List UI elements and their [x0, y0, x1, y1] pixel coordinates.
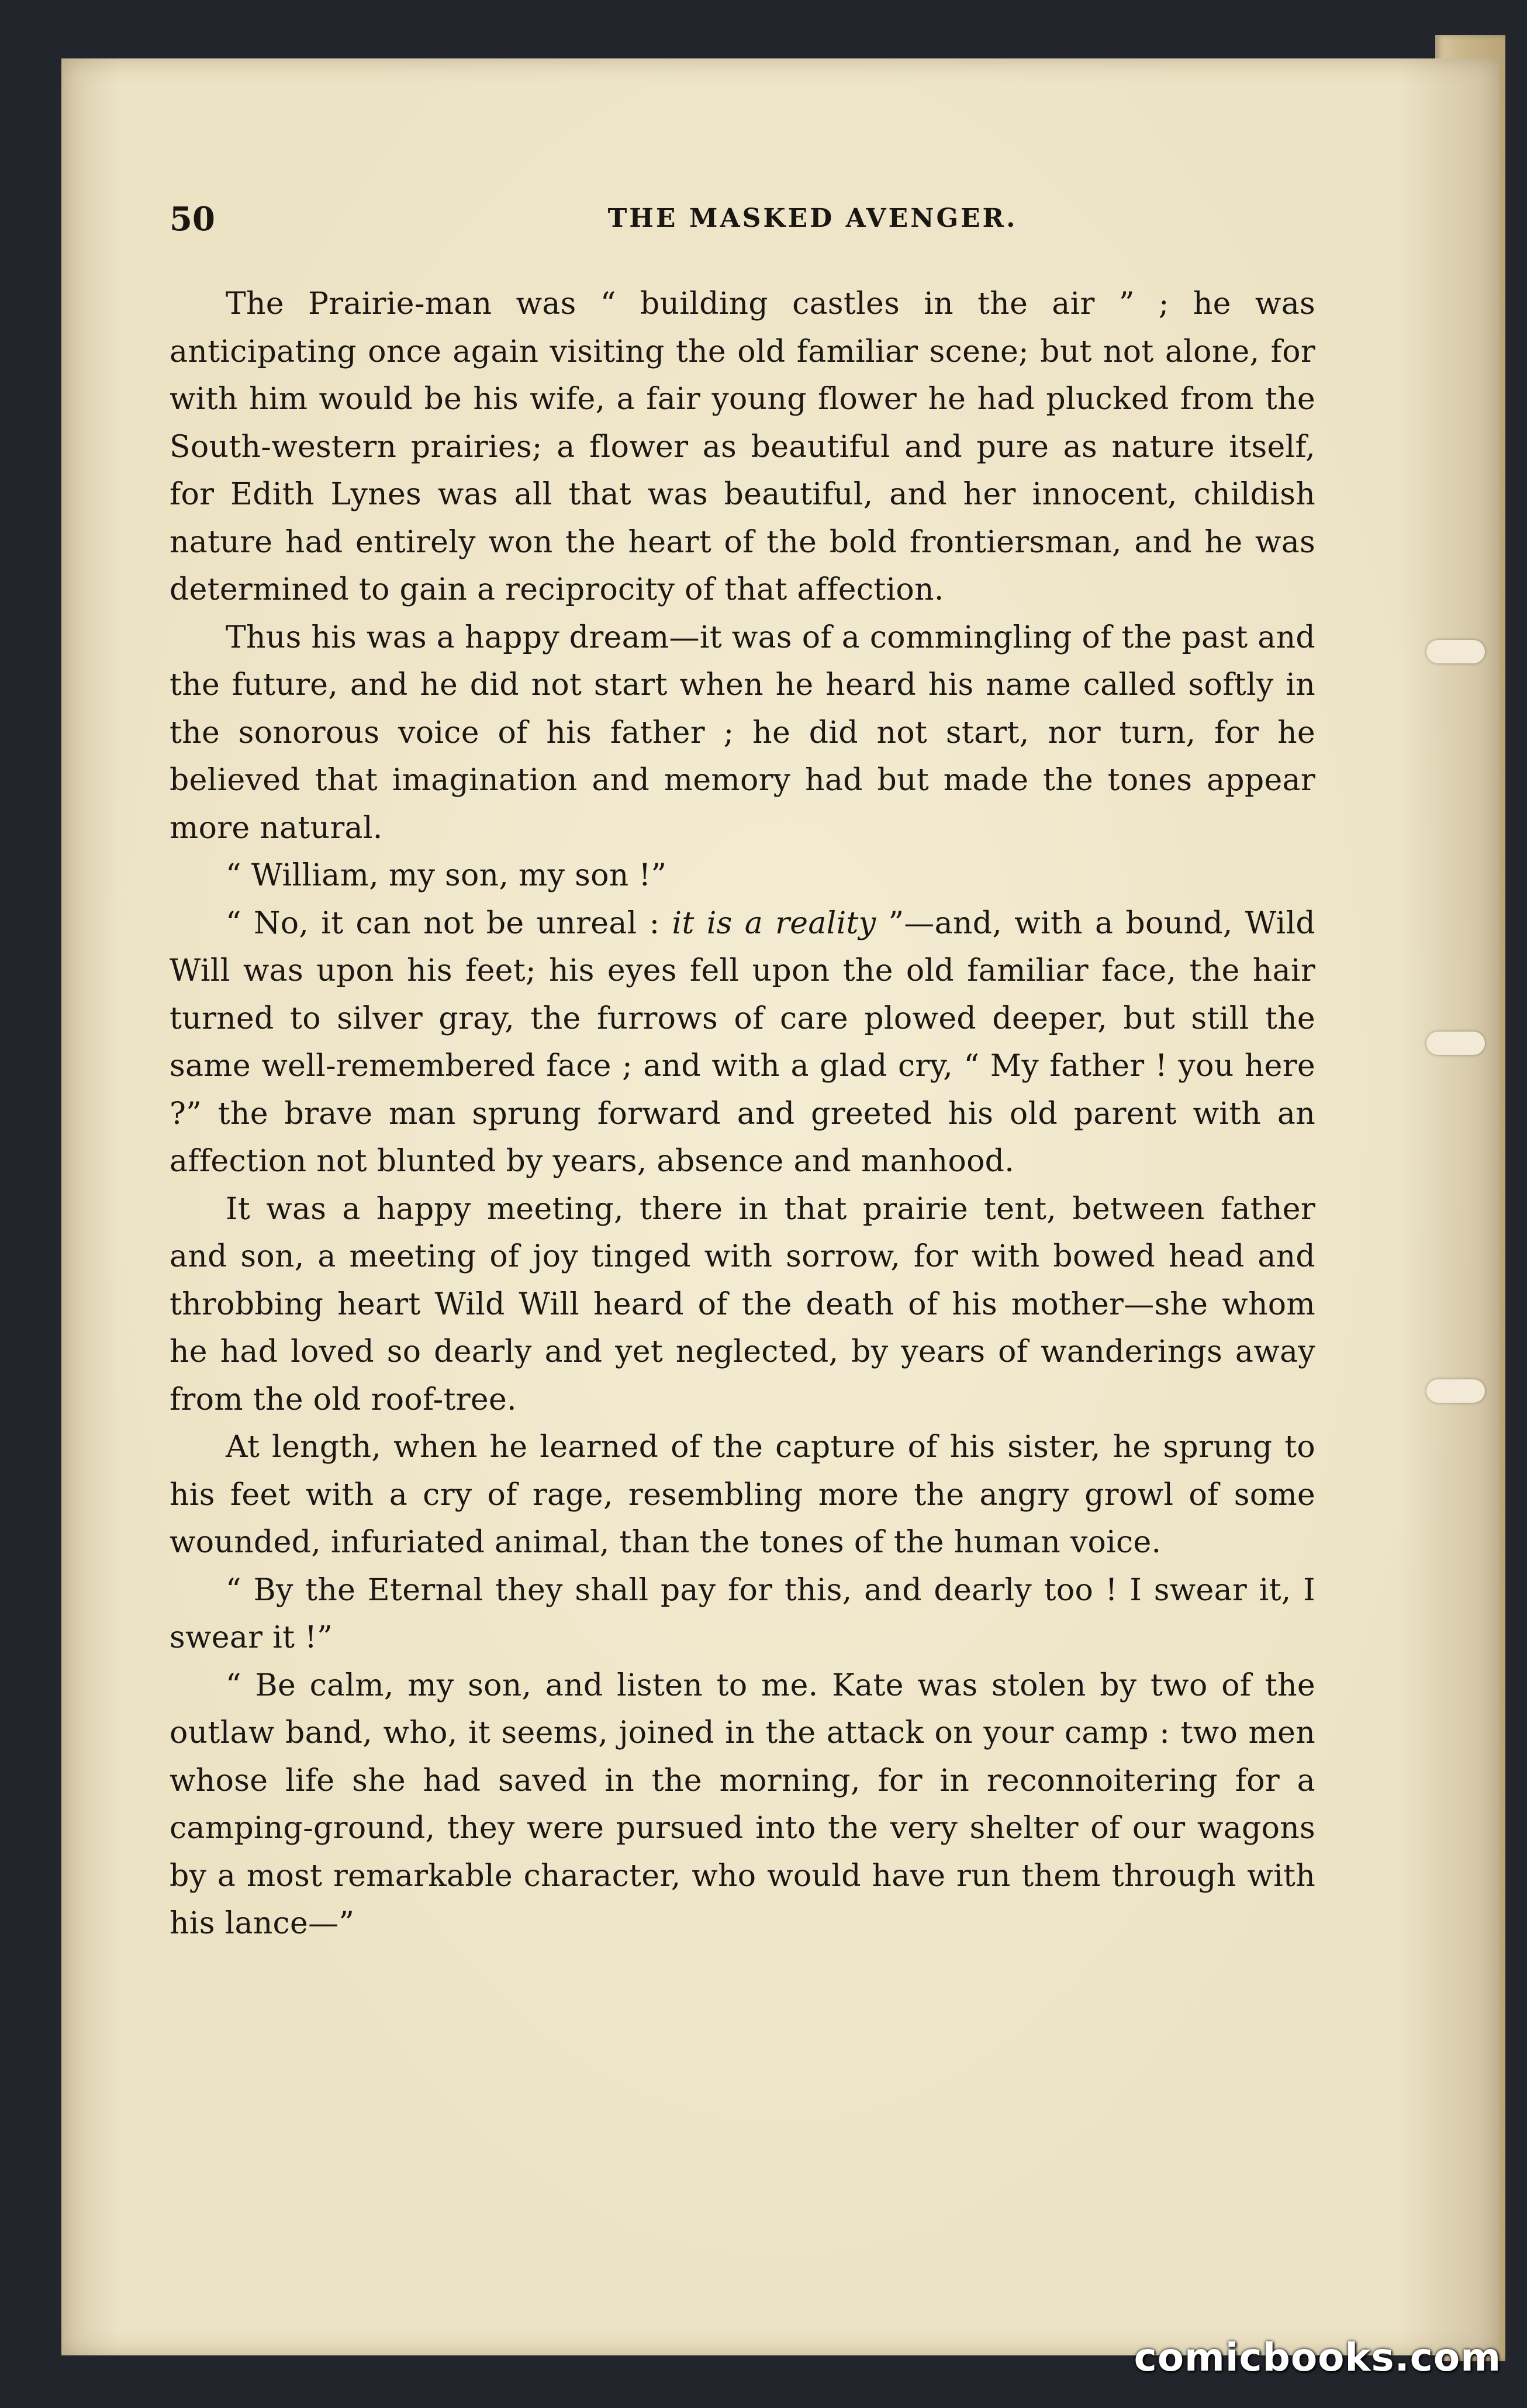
paragraph: Thus his was a happy dream—it was of a commingling of the past and the future, and he did not start when he heard his name called softly in the sonorous voice of his father ; he did not start, nor turn, for he believed that imagination and memory had but made the tones appear more natural.: [170, 620, 1315, 846]
paragraph: The Prairie-man was “ building castles in the air ” ; he was anticipating once again visiting the old familiar scene; but not alone, for with him would be his wife, a fair young flower he had plucked from the South-western prairies; a flower as beautiful and pure as nature itself, for Edith Lynes was all that was beautiful, and her innocent, childish nature had entirely won the heart of the bold frontiersman, and he was determined to gain a reciprocity of that affection.: [170, 286, 1315, 607]
page-header: [170, 200, 1310, 247]
paragraph: “ By the Eternal they shall pay for this, and dearly too ! I swear it, I swear it !”: [170, 1572, 1315, 1655]
binding-thread: [1426, 1379, 1485, 1403]
paragraph: [170, 900, 1315, 1186]
page-number: 50: [170, 200, 215, 238]
paragraph: At length, when he learned of the capture of his sister, he sprung to his feet with a cry of rage, resembling more the angry growl of some wounded, infuriated animal, than the tones of the human voice.: [170, 1430, 1315, 1560]
body-text: [170, 281, 1315, 2227]
running-head: THE MASKED AVENGER.: [607, 203, 1018, 233]
binding-thread: [1426, 1032, 1485, 1055]
paragraph: It was a happy meeting, there in that prairie tent, between father and son, a meeting of joy tinged with sorrow, for with bowed head and throbbing heart Wild Will heard of the death of his mother—she whom he had loved so dearly and yet neglected, by years of wanderings away from the old roof-tree.: [170, 1191, 1315, 1417]
paragraph-text: ”—and, with a bound, Wild Will was upon his feet; his eyes fell upon the old familiar face, the hair turned to silver gray, the furrows of care plowed deeper, but still the same well-remembered face ; and with a glad cry, “ My father ! you here ?” the brave man sprung forward and greeted his old parent with an affection not blunted by years, absence and manhood.: [170, 905, 1315, 1179]
paragraph: “ Be calm, my son, and listen to me. Kate was stolen by two of the outlaw band, who, it seems, joined in the attack on your camp : two men whose life she had saved in the morning, for in reconnoitering for a camping-ground, they were pursued into the very shelter of our wagons by a most remarkable character, who would have run them through with his lance—”: [170, 1667, 1315, 1941]
binding-thread: [1426, 640, 1485, 663]
paragraph-text: “ No, it can not be unreal :: [226, 905, 672, 941]
paragraph: “ William, my son, my son !”: [226, 858, 667, 893]
italic-phrase: it is a reality: [672, 905, 876, 941]
watermark: comicbooks.com: [1134, 2335, 1501, 2380]
